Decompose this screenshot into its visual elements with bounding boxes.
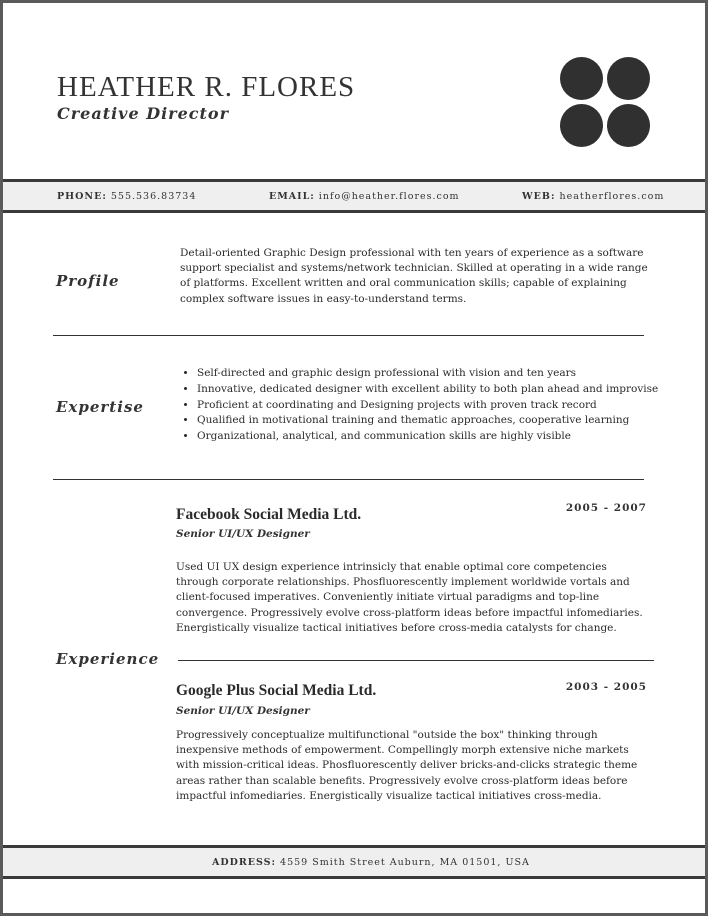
footer-address — [212, 857, 530, 868]
candidate-name: HEATHER R. FLORES — [57, 71, 356, 103]
email-label: EMAIL: — [269, 191, 315, 202]
candidate-title: Creative Director — [57, 104, 230, 123]
expertise-heading: Expertise — [56, 398, 144, 416]
phone-value: 555.536.83734 — [110, 191, 197, 202]
profile-text: Detail-oriented Graphic Design professional with ten years of experience as a software support specialist and systems/network technician. Skilled at operating in a wide range of platforms. Excellent written and oral communication skills; capable of explaining complex software issues in easy-to-understand terms. — [180, 247, 648, 305]
contact-web — [522, 191, 664, 202]
address-footer — [3, 845, 705, 879]
profile-heading: Profile — [56, 272, 120, 290]
job-description: Progressively conceptualize multifunctional "outside the box" thinking through inexpensive methods of empowerment. Compellingly morph extensive niche markets with mission-critical ideas. Phosfluorescently deliver bricks-and-clicks strategic theme areas rather than scalable benefits. Progressively evolve cross-platform ideas before impactful infomediaries. Energistically visualize tactical initiatives cross-media. — [176, 729, 638, 802]
address-label: ADDRESS: — [212, 857, 277, 868]
phone-label: PHONE: — [57, 191, 107, 202]
job-company: Google Plus Social Media Ltd. — [176, 682, 377, 699]
job-dates: 2005 - 2007 — [565, 502, 647, 514]
web-label: WEB: — [522, 191, 556, 202]
job-dates: 2003 - 2005 — [565, 681, 647, 693]
contact-phone — [57, 191, 196, 202]
section-divider — [53, 335, 644, 336]
experience-heading: Experience — [56, 650, 160, 668]
email-value[interactable]: info@heather.flores.com — [318, 191, 460, 202]
list-item: • Innovative, dedicated designer with excellent ability to both plan ahead and improvise — [197, 382, 667, 398]
logo-dot — [560, 104, 603, 147]
web-value[interactable]: heatherflores.com — [559, 191, 665, 202]
section-divider — [53, 479, 644, 480]
contact-email — [269, 191, 460, 202]
four-dots-logo — [560, 57, 652, 149]
job-company: Facebook Social Media Ltd. — [176, 506, 362, 523]
list-item: • Proficient at coordinating and Designing projects with proven track record — [197, 398, 667, 414]
resume-page — [3, 3, 705, 913]
list-item: • Organizational, analytical, and communication skills are highly visible — [197, 429, 667, 445]
expertise-list — [179, 366, 667, 445]
logo-dot — [607, 57, 650, 100]
job-description: Used UI UX design experience intrinsicly that enable optimal core competencies through corporate relationships. Phosfluorescently implement worldwide vortals and client-focused imperatives. Conveniently initiate virtual paradigms and top-line convergence. Progressively evolve cross-platform ideas before impactful infomediaries. Energistically visualize tactical initiatives before cross-media catalysts for change. — [176, 561, 643, 634]
job-divider — [178, 660, 654, 661]
list-item: • Qualified in motivational training and thematic approaches, cooperative learning — [197, 413, 667, 429]
job-role: Senior UI/UX Designer — [176, 528, 310, 540]
logo-dot — [560, 57, 603, 100]
job-role: Senior UI/UX Designer — [176, 705, 310, 717]
contact-bar — [3, 179, 705, 213]
logo-dot — [607, 104, 650, 147]
address-value: 4559 Smith Street Auburn, MA 01501, USA — [280, 857, 530, 868]
list-item: • Self-directed and graphic design professional with vision and ten years — [197, 366, 667, 382]
